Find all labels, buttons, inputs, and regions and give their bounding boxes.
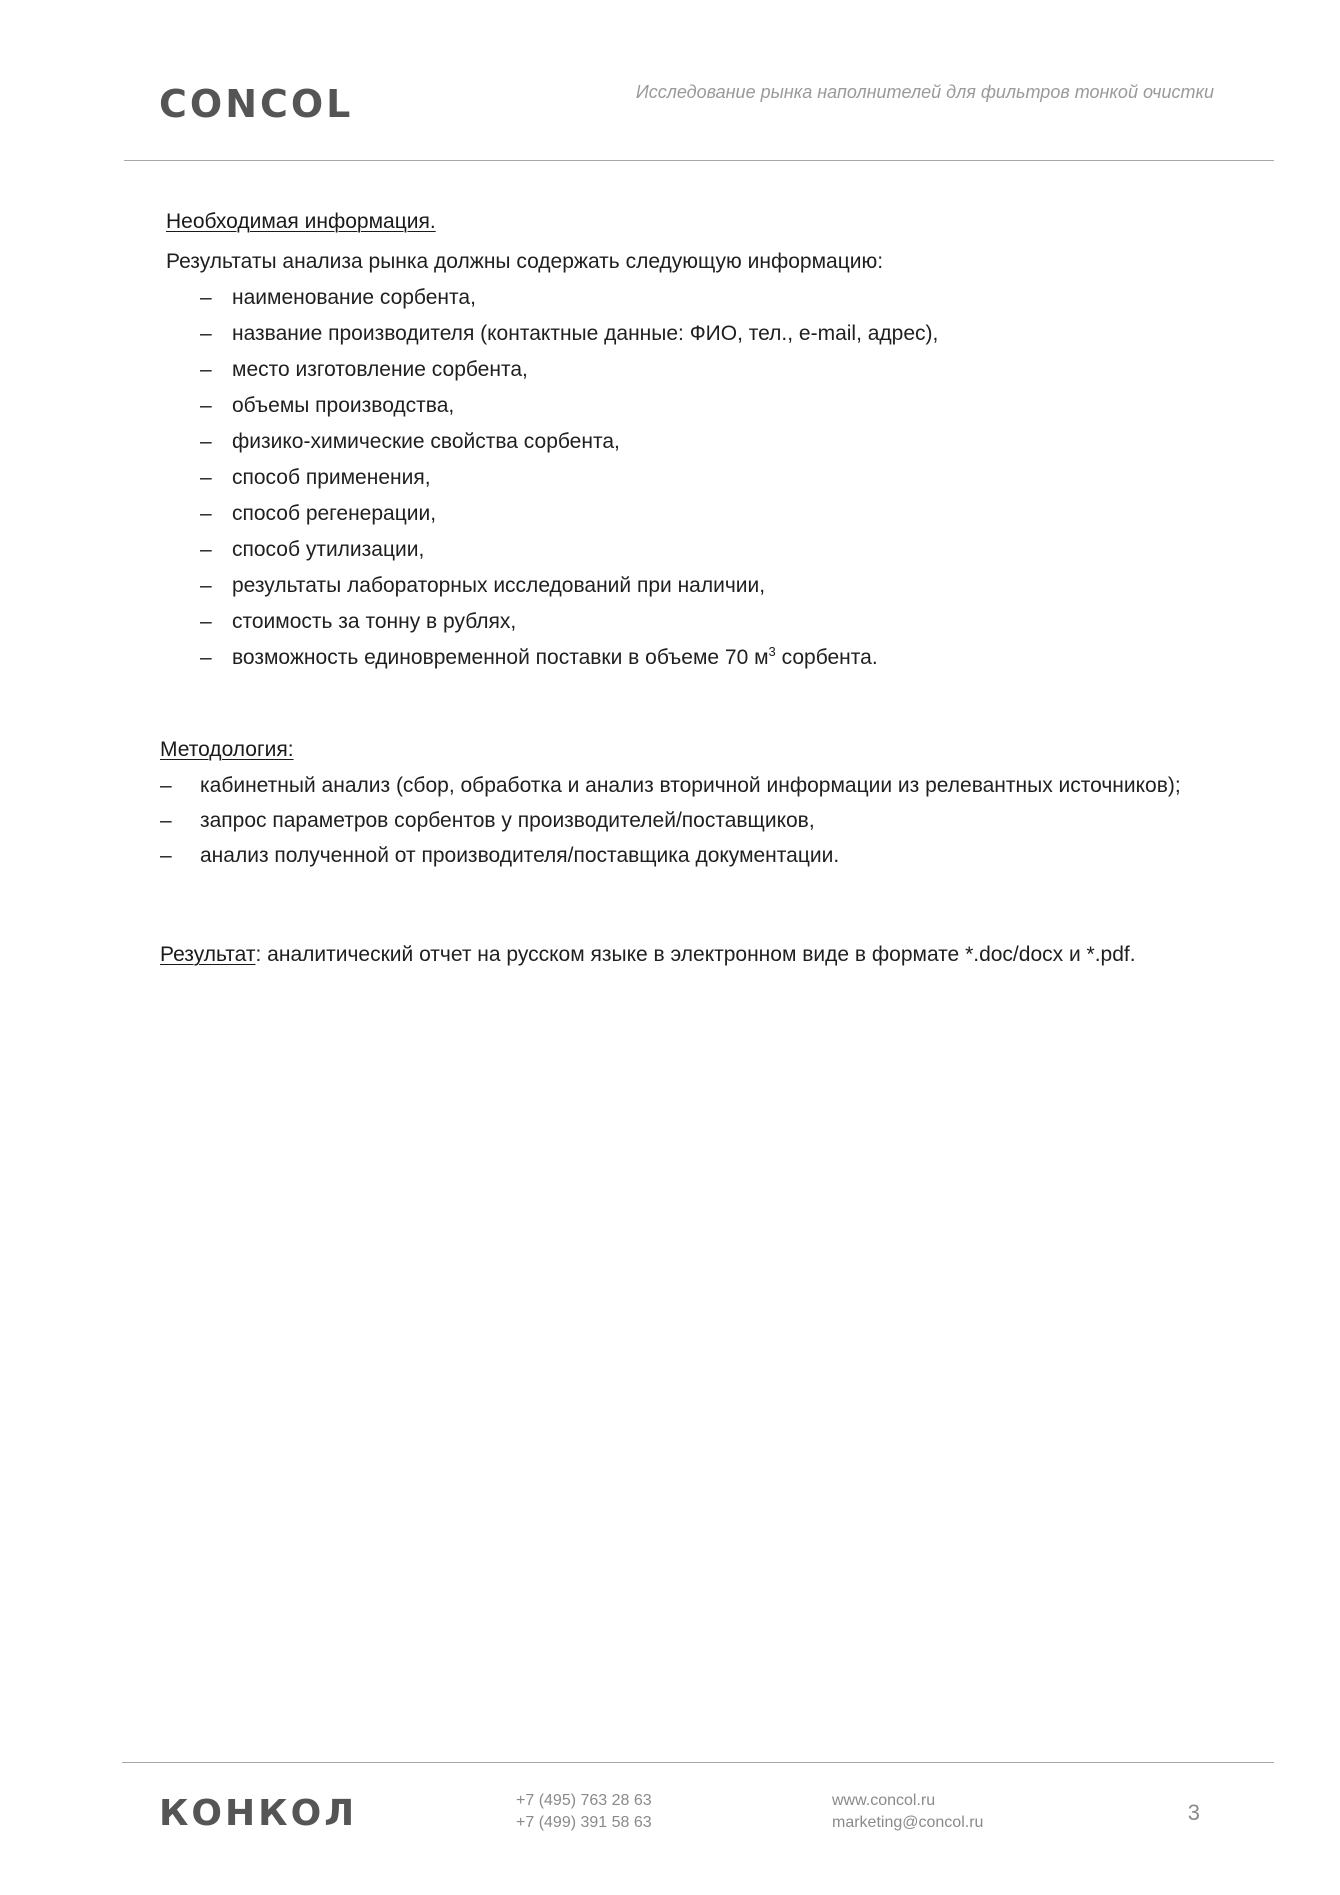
- method-section: [160, 738, 1214, 762]
- footer-divider: [122, 1762, 1274, 1763]
- superscript: 3: [768, 644, 776, 659]
- list-item: – наименование сорбента,: [200, 286, 476, 309]
- list-item: – способ утилизации,: [200, 538, 425, 561]
- method-list: [160, 768, 1214, 873]
- result-label: Результат: [160, 943, 256, 966]
- list-item: – возможность единовременной поставки в объеме 70 $м^3$ сорбента.: [200, 644, 878, 669]
- method-section-title: Методология:: [160, 738, 294, 761]
- info-list: [160, 280, 1214, 676]
- header-document-title: Исследование рынка наполнителей для фильтров тонкой очистки: [635, 82, 1214, 102]
- page-number: 3: [1187, 1800, 1200, 1825]
- list-item: – место изготовление сорбента,: [200, 358, 528, 381]
- info-section-title: Необходимая информация.: [166, 210, 436, 233]
- info-section: [166, 210, 1214, 234]
- list-item: – анализ полученной от производителя/поставщика документации.: [160, 844, 840, 867]
- list-item: – способ регенерации,: [200, 502, 437, 525]
- list-item: – запрос параметров сорбентов у производителей/поставщиков,: [160, 809, 815, 832]
- footer-logo: КОНКОЛ: [159, 1793, 358, 1834]
- page-body: [160, 210, 1214, 973]
- list-item: – кабинетный анализ (сбор, обработка и анализ вторичной информации из релевантных источников);: [160, 774, 1181, 797]
- header-divider: [124, 160, 1274, 161]
- list-item: – стоимость за тонну в рублях,: [200, 610, 517, 633]
- footer-contacts: [832, 1790, 983, 1834]
- footer-email: marketing@concol.ru: [832, 1814, 984, 1831]
- list-item: – способ применения,: [200, 466, 431, 489]
- footer-website: www.concol.ru: [832, 1792, 936, 1809]
- header-logo: CONCOL: [159, 82, 354, 126]
- list-item: – объемы производства,: [200, 394, 455, 417]
- result-paragraph: [160, 937, 1214, 973]
- footer-phone-1: +7 (495) 763 28 63: [516, 1792, 652, 1809]
- footer-phone-2: +7 (499) 391 58 63: [516, 1814, 652, 1831]
- footer-phones: [516, 1790, 652, 1834]
- info-intro: Результаты анализа рынка должны содержать следующую информацию:: [166, 250, 884, 273]
- list-item: – название производителя (контактные данные: ФИО, тел., e-mail, адрес),: [200, 322, 939, 345]
- result-text: : аналитический отчет на русском языке в электронном виде в формате *.doc/docx и *.pdf.: [255, 943, 1136, 966]
- list-item: – физико-химические свойства сорбента,: [200, 430, 620, 453]
- list-item: – результаты лабораторных исследований при наличии,: [200, 574, 766, 597]
